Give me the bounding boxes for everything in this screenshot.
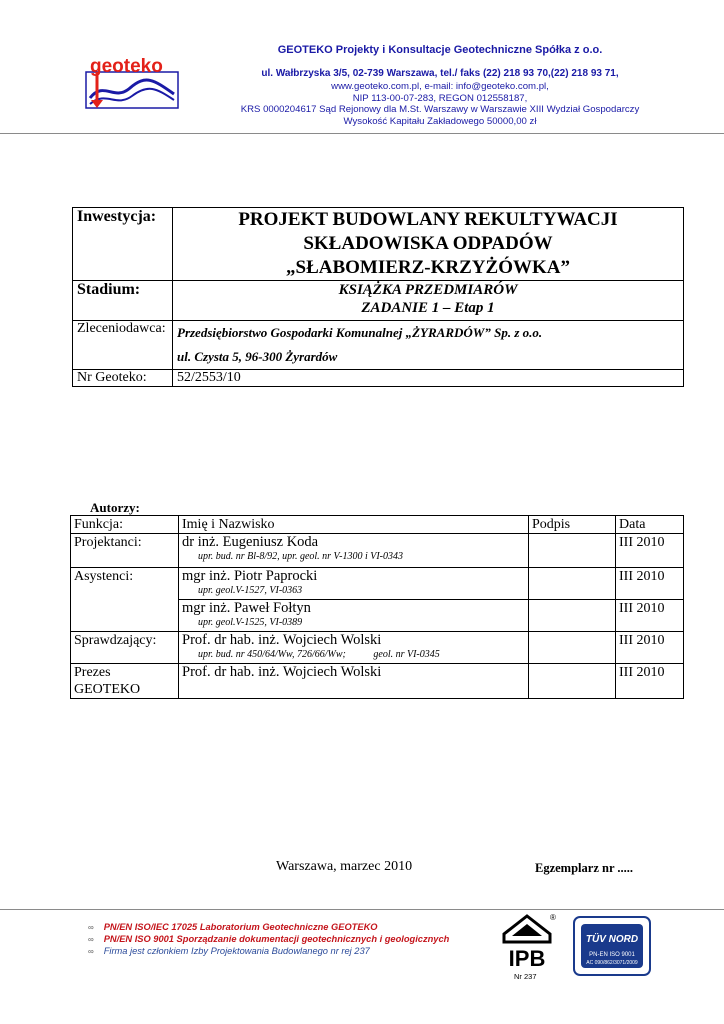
author-permissions: upr. geol.V-1525, VI-0389 — [198, 617, 303, 628]
cert-line-2: ∞ PN/EN ISO 9001 Sporządzanie dokumentacji geotechnicznych i geologicznych — [88, 934, 450, 944]
col-header-name: Imię i Nazwisko — [179, 516, 529, 534]
author-cell — [179, 664, 529, 699]
author-date: III 2010 — [616, 632, 684, 664]
author-date: III 2010 — [616, 664, 684, 699]
author-signature — [529, 534, 616, 568]
author-date: III 2010 — [616, 568, 684, 600]
footer-divider — [0, 909, 724, 910]
author-cell — [179, 600, 529, 632]
company-name: GEOTEKO Projekty i Konsultacje Geotechniczne Spółka z o.o. — [277, 44, 603, 56]
cert-line-1: ∞ PN/EN ISO/IEC 17025 Laboratorium Geotechniczne GEOTEKO — [88, 922, 378, 932]
title-line-2: SKŁADOWISKA ODPADÓW — [303, 233, 553, 254]
project-table — [72, 207, 684, 387]
project-title — [173, 208, 684, 281]
stage-value — [173, 281, 684, 321]
author-permissions: upr. geol.V-1527, VI-0363 — [198, 585, 303, 596]
author-role: Sprawdzający: — [71, 632, 179, 664]
author-name: mgr inż. Paweł Fołtyn — [182, 600, 311, 616]
col-header-date: Data — [616, 516, 684, 534]
author-name: Prof. dr hab. inż. Wojciech Wolski — [182, 664, 382, 680]
author-name: mgr inż. Piotr Paprocki — [182, 568, 318, 584]
svg-text:®: ® — [550, 913, 556, 922]
author-signature — [529, 664, 616, 699]
author-role: Projektanci: — [71, 534, 179, 568]
author-cell — [179, 632, 529, 664]
author-permissions: upr. bud. nr Bl-8/92, upr. geol. nr V-1300 i VI-0343 — [198, 551, 403, 562]
nr-value: 52/2553/10 — [173, 370, 684, 387]
col-header-role: Funkcja: — [71, 516, 179, 534]
author-signature — [529, 632, 616, 664]
company-address: ul. Wałbrzyska 3/5, 02-739 Warszawa, tel./ faks (22) 218 93 70,(22) 218 93 71, — [261, 68, 619, 79]
header-divider — [0, 133, 724, 134]
author-role: Prezes GEOTEKO — [71, 664, 179, 699]
company-web: www.geoteko.com.pl, e-mail: info@geoteko.com.pl, — [331, 81, 549, 92]
client-value — [173, 321, 684, 370]
client-label: Zleceniodawca: — [73, 321, 173, 370]
geoteko-logo — [84, 58, 180, 110]
client-name: Przedsiębiorstwo Gospodarki Komunalnej „ŻYRARDÓW” Sp. z o.o. — [177, 325, 543, 340]
logo-wordmark: geoteko — [90, 56, 163, 77]
col-header-signature: Podpis — [529, 516, 616, 534]
title-line-1: PROJEKT BUDOWLANY REKULTYWACJI — [238, 209, 618, 230]
author-name: dr inż. Eugeniusz Koda — [182, 534, 319, 550]
copy-number: Egzemplarz nr ..... — [535, 861, 634, 875]
stage-line-1: KSIĄŻKA PRZEDMIARÓW — [338, 282, 518, 298]
author-signature — [529, 568, 616, 600]
ipb-wordmark: IPB — [508, 946, 546, 971]
tuv-wordmark: TÜV NORD — [585, 934, 639, 945]
stage-label-cell — [73, 281, 173, 321]
client-address: ul. Czysta 5, 96-300 Żyrardów — [177, 349, 338, 364]
author-cell — [179, 568, 529, 600]
bullet-icon: ∞ — [88, 923, 94, 932]
ipb-logo — [500, 912, 554, 972]
tuv-nord-badge — [573, 916, 651, 976]
author-date: III 2010 — [616, 534, 684, 568]
cert-line-3: ∞ Firma jest członkiem Izby Projektowania Budowlanego nr rej 237 — [88, 946, 370, 956]
author-signature — [529, 600, 616, 632]
authors-heading: Autorzy: — [90, 500, 140, 515]
bullet-icon: ∞ — [88, 947, 94, 956]
author-date: III 2010 — [616, 600, 684, 632]
title-line-3: „SŁABOMIERZ-KRZYŻÓWKA” — [286, 257, 570, 278]
author-name: Prof. dr hab. inż. Wojciech Wolski — [182, 632, 382, 648]
tuv-cert-number: AC 090/862/3071/2009 — [586, 960, 638, 966]
authors-table — [70, 515, 684, 699]
author-cell — [179, 534, 529, 568]
investment-label-cell — [73, 208, 173, 281]
ipb-number: Nr 237 — [514, 972, 537, 981]
author-role: Asystenci: — [71, 568, 179, 632]
investment-label: Inwestycja: — [77, 208, 157, 225]
company-nip: NIP 113-00-07-283, REGON 012558187, — [352, 93, 528, 104]
stage-line-2: ZADANIE 1 – Etap 1 — [361, 300, 495, 316]
stage-label: Stadium: — [77, 281, 141, 298]
bullet-icon: ∞ — [88, 935, 94, 944]
company-capital: Wysokość Kapitału Zakładowego 50000,00 zł — [343, 116, 537, 127]
tuv-standard: PN-EN ISO 9001 — [589, 952, 635, 958]
nr-label: Nr Geoteko: — [73, 370, 173, 387]
company-krs: KRS 0000204617 Sąd Rejonowy dla M.St. Warszawy w Warszawie XIII Wydział Gospodarczy — [240, 104, 640, 115]
author-permissions: upr. bud. nr 450/64/Ww, 726/66/Ww; geol. nr VI-0345 — [198, 649, 440, 660]
city-date: Warszawa, marzec 2010 — [276, 859, 413, 874]
